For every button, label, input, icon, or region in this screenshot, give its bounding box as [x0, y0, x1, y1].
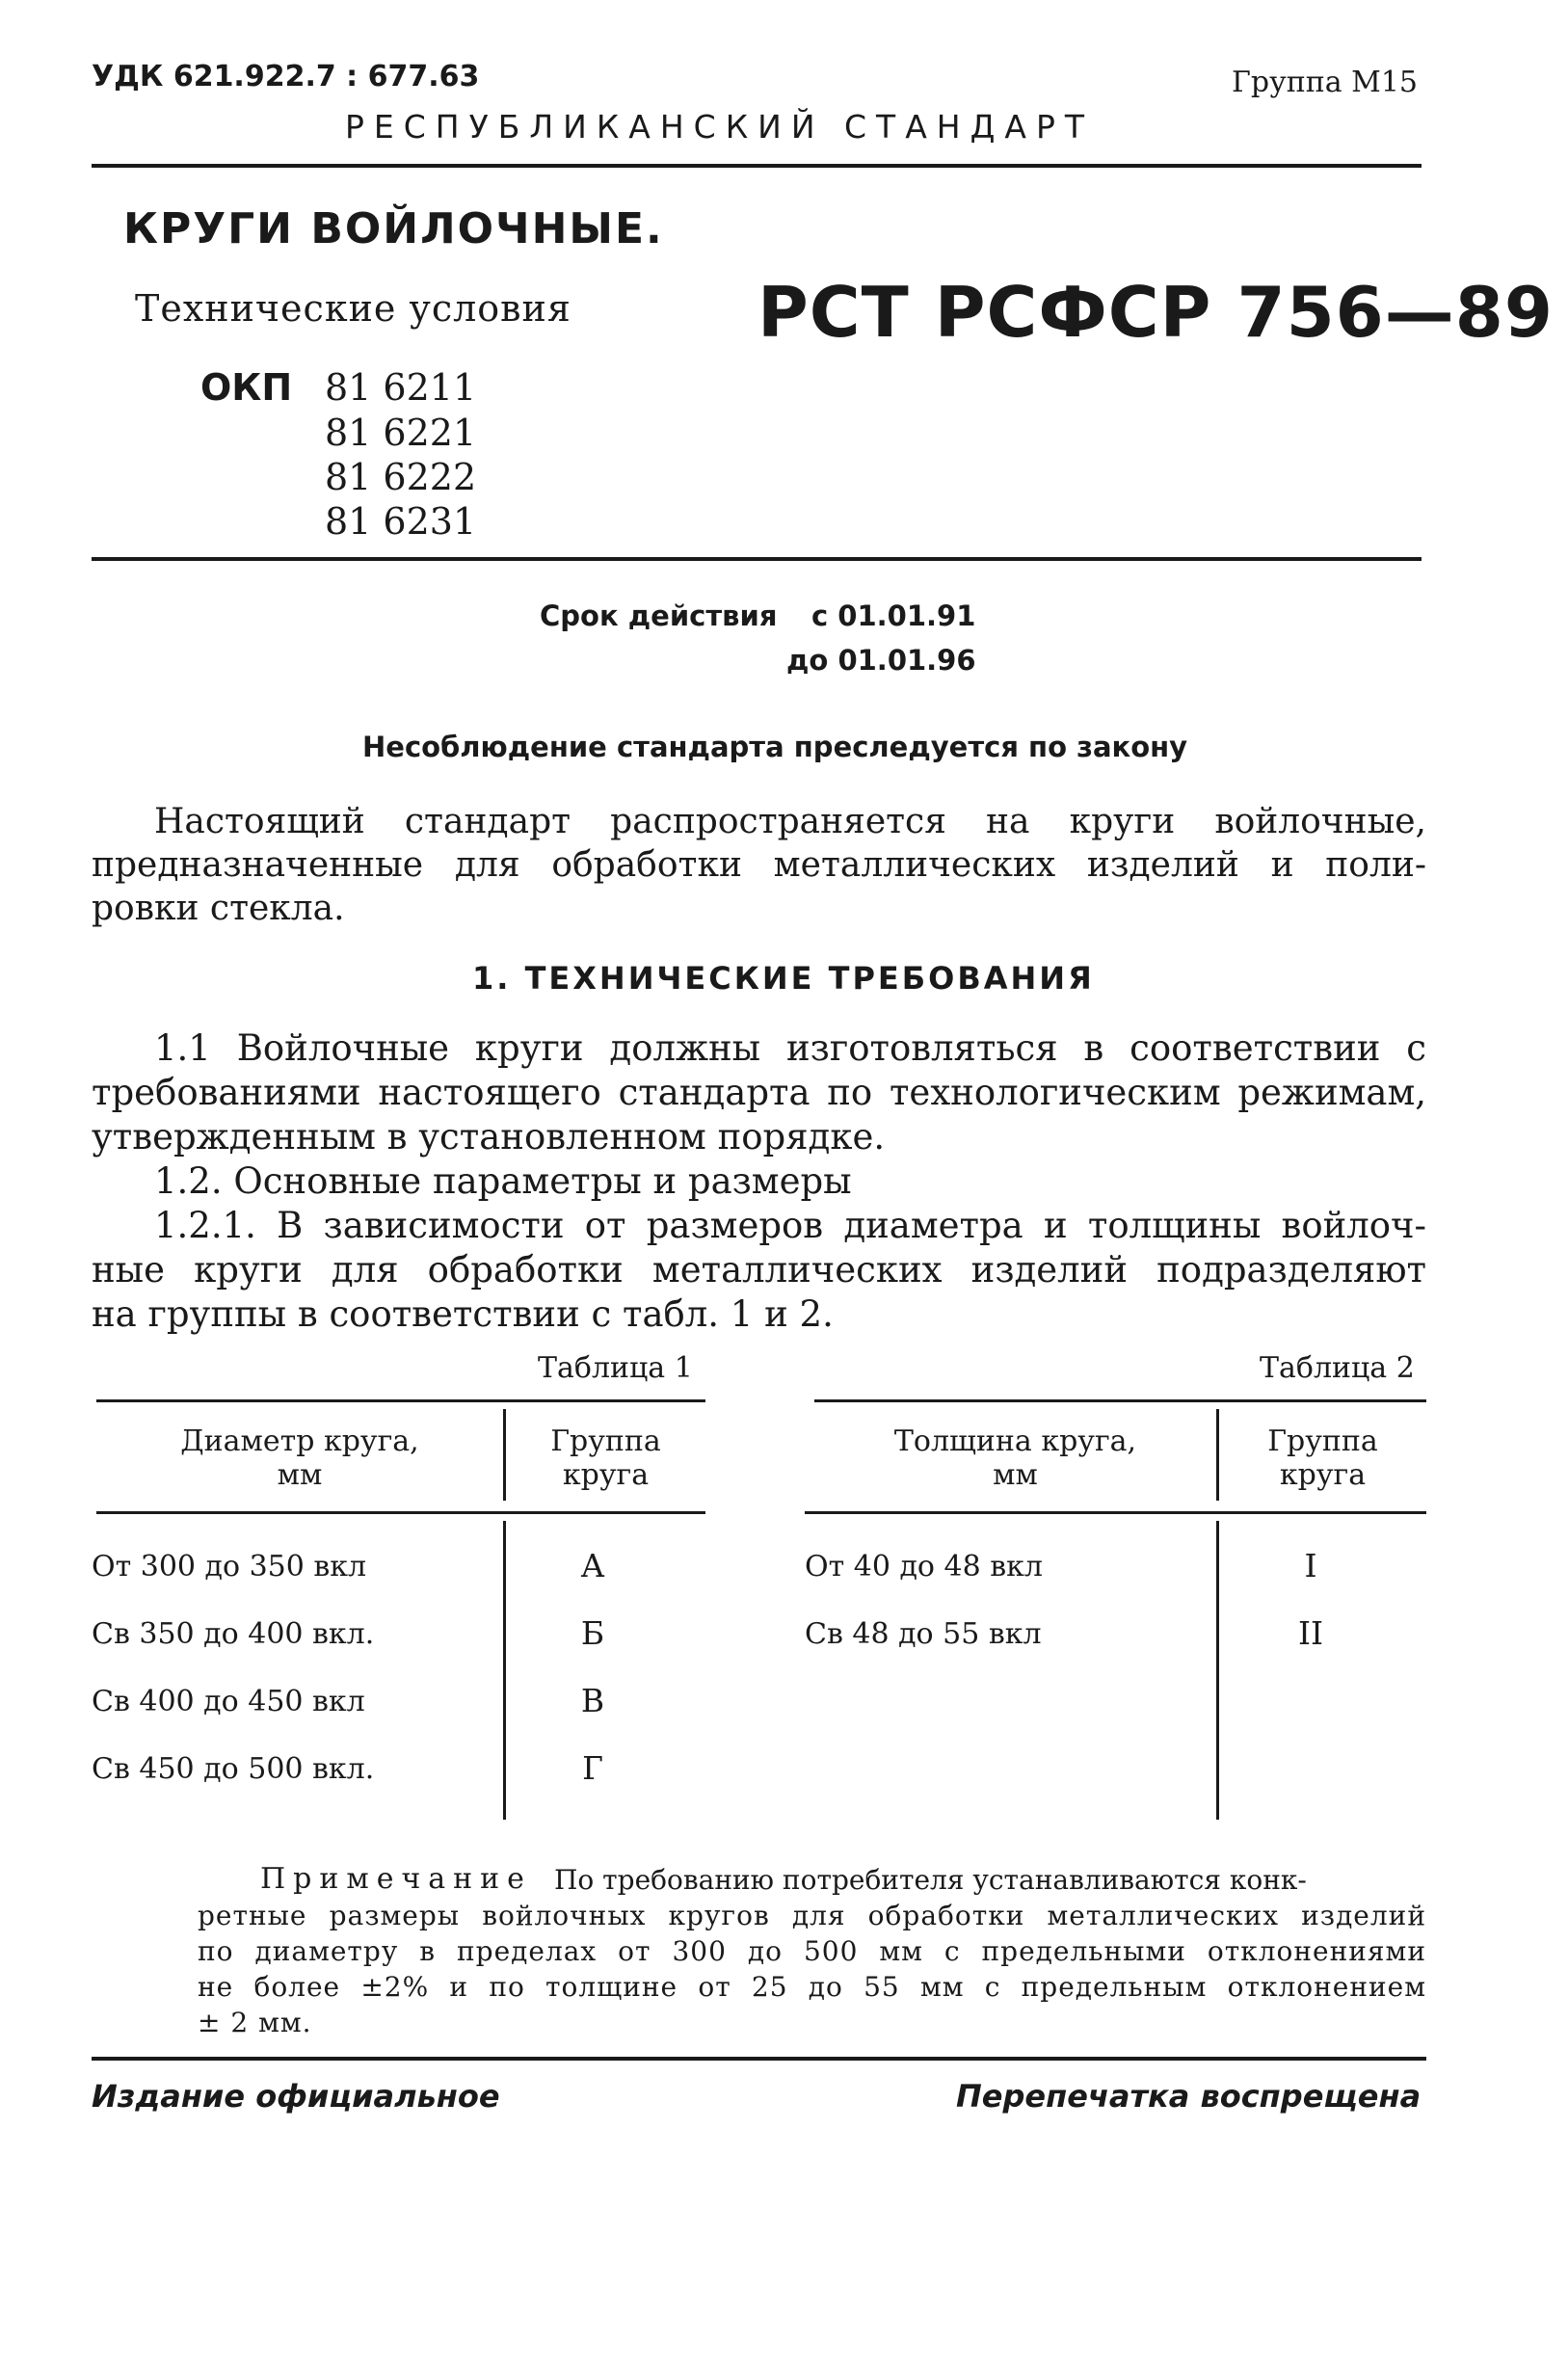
intro-line: Настоящий стандарт распространяется на круги войлочные,: [154, 802, 1426, 841]
table-row: Св 48 до 55 вкл: [805, 1617, 1042, 1651]
intro-line: ровки стекла.: [92, 889, 345, 928]
table1-caption: Таблица 1: [538, 1351, 693, 1385]
okp-code: 81 6222: [325, 456, 477, 498]
header-rule: [92, 164, 1422, 168]
okp-code: 81 6211: [325, 366, 477, 409]
table-row: От 300 до 350 вкл: [92, 1550, 367, 1584]
paragraph-line: 1.2. Основные параметры и размеры: [154, 1160, 852, 1202]
okp-code: 81 6221: [325, 412, 477, 454]
table1-header-rule: [96, 1511, 705, 1514]
group-code: Группа М15: [1232, 66, 1419, 99]
table-row: Св 350 до 400 вкл.: [92, 1617, 375, 1651]
note-line: По требованию потребителя устанавливаются конк-: [554, 1864, 1307, 1896]
paragraph-line: требованиями настоящего стандарта по технологическим режимам,: [92, 1072, 1426, 1113]
table-row: Св 400 до 450 вкл: [92, 1685, 365, 1718]
title-rule: [92, 557, 1422, 561]
validity-from: с 01.01.91: [811, 599, 976, 632]
table-cell: Г: [582, 1749, 603, 1787]
table-cell: I: [1304, 1547, 1317, 1584]
section-heading: 1. ТЕХНИЧЕСКИЕ ТРЕБОВАНИЯ: [472, 960, 1095, 997]
paragraph-line: 1.2.1. В зависимости от размеров диаметра и толщины войлоч-: [154, 1205, 1426, 1246]
note-line: ретные размеры войлочных кругов для обработки металлических изделий: [198, 1900, 1426, 1931]
okp-code: 81 6231: [325, 500, 477, 543]
footer-reprint: Перепечатка воспрещена: [956, 2078, 1422, 2115]
document-subtitle: Технические условия: [135, 287, 571, 330]
table2-top-rule: [814, 1399, 1426, 1402]
table2-header: Группа круга: [1267, 1424, 1378, 1492]
udk-code: УДК 621.922.7 : 677.63: [92, 60, 480, 93]
table-cell: А: [580, 1547, 605, 1584]
table2-header: Толщина круга, мм: [893, 1424, 1137, 1492]
table-row: От 40 до 48 вкл: [805, 1550, 1043, 1584]
table-cell: II: [1297, 1614, 1324, 1652]
validity-to: до 01.01.96: [786, 644, 976, 677]
paragraph-line: ные круги для обработки металлических изделий подразделяют: [92, 1249, 1426, 1291]
standard-designation: РСТ РСФСР 756—89: [757, 272, 1554, 353]
paragraph-line: утвержденным в установленном порядке.: [92, 1116, 886, 1158]
standard-kind: РЕСПУБЛИКАНСКИЙ СТАНДАРТ: [345, 108, 1095, 146]
note-label: Примечание: [260, 1862, 532, 1896]
table1-header: Диаметр круга, мм: [180, 1424, 419, 1492]
note-line: ± 2 мм.: [198, 2007, 312, 2038]
table1-header: Группа круга: [550, 1424, 661, 1492]
paragraph-line: на группы в соответствии с табл. 1 и 2.: [92, 1293, 834, 1335]
document-title: КРУГИ ВОЙЛОЧНЫЕ.: [123, 204, 664, 253]
okp-label: ОКП: [200, 366, 293, 409]
table-row: Св 450 до 500 вкл.: [92, 1752, 375, 1786]
paragraph-line: 1.1 Войлочные круги должны изготовляться в соответствии с: [154, 1027, 1426, 1069]
table1-top-rule: [96, 1399, 705, 1402]
intro-line: предназначенные для обработки металлических изделий и поли-: [92, 845, 1426, 885]
validity-label: Срок действия: [540, 599, 778, 632]
table2-caption: Таблица 2: [1260, 1351, 1415, 1385]
legal-notice: Несоблюдение стандарта преследуется по закону: [362, 731, 1188, 763]
note-line: не более ±2% и по толщине от 25 до 55 мм с предельным отклонением: [198, 1971, 1426, 2003]
footer-official: Издание официальное: [92, 2078, 500, 2115]
table-cell: В: [580, 1682, 605, 1719]
table2-header-rule: [805, 1511, 1426, 1514]
table-cell: Б: [580, 1614, 605, 1652]
footer-rule: [92, 2057, 1426, 2061]
note-line: по диаметру в пределах от 300 до 500 мм с предельными отклонениями: [198, 1935, 1426, 1967]
